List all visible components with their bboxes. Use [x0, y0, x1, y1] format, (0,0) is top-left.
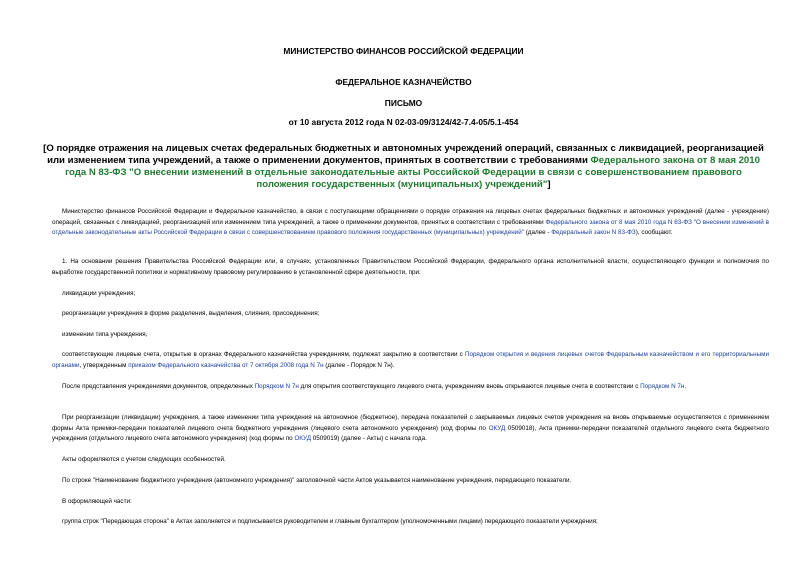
p8-text-b: 0509018), Акта приемки-передачи показателей отдельного лицевого счета бюджетного учреждения (отдельного лицевого счета автономного учреждения) (код формы по: [52, 424, 770, 442]
title-text-end: ]: [547, 179, 551, 190]
p4-text: реорганизации учреждения в форме разделения, выделения, слияния, присоединения;: [62, 310, 320, 317]
doc-date-number: от 10 августа 2012 года N 02-03-09/3124/42-7.4-05/5.1-454: [288, 117, 519, 127]
p11-text: В оформляющей части:: [62, 498, 132, 505]
p1-text-a: Министерство финансов Российской Федерации и Федеральное казначейство, в связи с поступающими обращениями о порядке отражения на лицевых счетах федеральных бюджетных и автономных учреждений (далее - учреждение) операций, связанных с ликвидацией, реорганизацией или изменением типа учреждений, а также о применении документов, принятых в соответствии с требованиями: [52, 208, 769, 226]
paragraph-1: [52, 257, 769, 278]
p7-text-c: .: [684, 383, 687, 390]
p1-law-link[interactable]: Федерального закона от 8 мая 2010 года N 83-ФЗ "О внесении изменений в отдельные законодательные акты Российской Федерации в связи с совершенствованием правового положения государственных (муниципальных) учреждений": [52, 218, 770, 236]
document-title: [40, 143, 767, 191]
treasury-heading: ФЕДЕРАЛЬНОЕ КАЗНАЧЕЙСТВО: [335, 77, 472, 87]
paragraph-acts-features: [52, 455, 769, 466]
doc-type-heading: ПИСЬМО: [384, 98, 423, 108]
p2-text: 1. На основании решения Правительства Российской Федерации или, в случаях, установленных Правительством Российской Федерации, федерального органа исполнительной власти, осуществляющего функции и полномочия по выработке государственной политики и нормативному правовому регулированию в установленной сфере деятельности, при:: [52, 258, 769, 276]
title-law-link[interactable]: Федерального закона от 8 мая 2010 года N 83-ФЗ "О внесении изменений в отдельные законодательные акты Российской Федерации в связи с совершенствованием правового положения государственных (муниципальных) учреждений": [65, 155, 760, 190]
paragraph-formatting-part: [52, 497, 769, 508]
paragraph-acts: [52, 413, 769, 445]
p7-text-b: для открытия соответствующего лицевого счета, учреждениям вновь открываются лицевые счета в соответствии с: [298, 383, 641, 390]
p6-procedure-link[interactable]: Порядком открытия и ведения лицевых счетов Федеральным казначейством и его территориальными органами: [52, 351, 769, 369]
p5-text: изменении типа учреждения,: [62, 331, 148, 338]
p6-order-link[interactable]: приказом Федерального казначейства от 7 октября 2008 года N 7н: [128, 361, 324, 369]
p8-text-a: При реорганизации (ликвидации) учреждения, а также изменении типа учреждения на автономное (бюджетное), передача показателей с закрываемых лицевых счетов учреждения на вновь открываемые осуществляется с применением формы Акта приемки-передачи показателей лицевого счета бюджетного учреждения (лицевого счета автономного учреждения) (код формы по: [52, 414, 769, 432]
paragraph-name-line: [52, 476, 769, 487]
p6-text-c: (далее - Порядок N 7н).: [323, 361, 395, 369]
paragraph-reorganization: [52, 309, 769, 320]
p10-text: По строке "Наименование бюджетного учреждения (автономного учреждения)" заголовочной части Актов указывается наименование учреждения, передающего показатели.: [62, 477, 572, 484]
paragraph-transferring-party: [52, 517, 769, 528]
p3-text: ликвидации учреждения;: [62, 290, 136, 297]
p1-law-short-link[interactable]: Федеральный закон N 83-ФЗ: [551, 229, 636, 236]
ministry-heading: МИНИСТЕРСТВО ФИНАНСОВ РОССИЙСКОЙ ФЕДЕРАЦИИ: [283, 46, 524, 56]
p7-procedure-link-2[interactable]: Порядком N 7н: [640, 383, 685, 390]
p8-okud-link-2[interactable]: ОКУД: [294, 435, 311, 442]
p9-text: Акты оформляются с учетом следующих особенностей.: [62, 456, 226, 463]
p7-text-a: После представления учреждениями документов, определенных: [62, 383, 255, 390]
paragraph-reopening: [52, 382, 769, 393]
paragraph-liquidation: [52, 289, 769, 300]
title-text-start: [О порядке отражения на лицевых счетах федеральных бюджетных и автономных учреждений операций, связанных с ликвидацией, реорганизацией или изменением типа учреждений, а также о применении документов, принятых в соответствии с требованиями: [43, 143, 764, 166]
p12-text: группа строк "Передающая сторона" в Актах заполняется и подписывается руководителем и главным бухгалтером (уполномоченными лицами) передающего показатели учреждения;: [62, 518, 598, 525]
p1-text-b: (далее -: [523, 229, 552, 236]
p6-text-b: , утвержденным: [79, 361, 129, 369]
paragraph-type-change: [52, 330, 769, 341]
p8-text-c: 0509019) (далее - Акты) с начала года.: [311, 435, 427, 442]
paragraph-intro: [52, 207, 769, 239]
p6-text-a: соответствующие лицевые счета, открытые в органах Федерального казначейства учреждениям, подлежат закрытию в соответствии с: [62, 351, 465, 358]
p1-text-c: ), сообщают.: [635, 229, 673, 236]
paragraph-accounts-closing: [52, 350, 769, 371]
p7-procedure-link[interactable]: Порядком N 7н: [254, 383, 299, 390]
p8-okud-link[interactable]: ОКУД: [488, 424, 506, 432]
